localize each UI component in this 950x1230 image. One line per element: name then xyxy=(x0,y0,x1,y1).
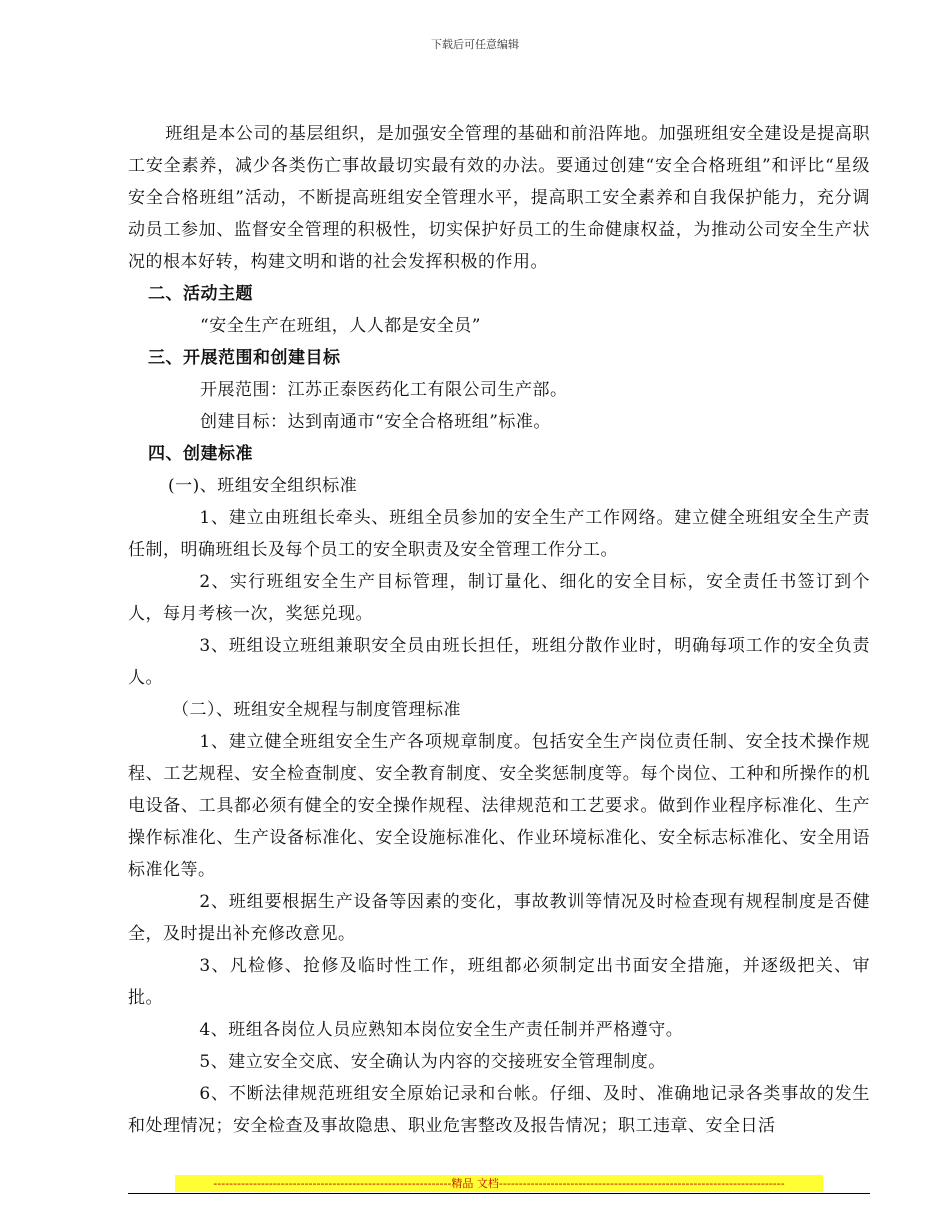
scope-text: 开展范围：江苏正泰医药化工有限公司生产部。 xyxy=(200,380,568,400)
list-item: 2、班组要根据生产设备等因素的变化，事故教训等情况及时检查现有规程制度是否健全，及时提出补充修改意见。 xyxy=(128,892,870,944)
footer-banner: ------------------------------------------------------------精品 文档------------------------------------------------------------------------ xyxy=(175,1175,823,1192)
list-item: 5、建立安全交底、安全确认为内容的交接班安全管理制度。 xyxy=(199,1052,666,1072)
section-heading-theme: 二、活动主题 xyxy=(148,284,253,304)
list-item: 4、班组各岗位人员应熟知本岗位安全生产责任制并严格遵守。 xyxy=(199,1020,684,1040)
list-item: 1、建立由班组长牵头、班组全员参加的安全生产工作网络。建立健全班组安全生产责任制，明确班组长及每个员工的安全职责及安全管理工作分工。 xyxy=(128,508,870,560)
section-heading-scope: 三、开展范围和创建目标 xyxy=(148,348,341,368)
section-heading-standards: 四、创建标准 xyxy=(148,444,253,464)
document-body xyxy=(128,118,870,1142)
list-item: 3、班组设立班组兼职安全员由班长担任，班组分散作业时，明确每项工作的安全负责人。 xyxy=(128,636,870,688)
subsection-title-regulations: （二）、班组安全规程与制度管理标准 xyxy=(172,700,461,720)
intro-paragraph: 班组是本公司的基层组织，是加强安全管理的基础和前沿阵地。加强班组安全建设是提高职工安全素养，减少各类伤亡事故最切实最有效的办法。要通过创建“安全合格班组”和评比“星级安全合格班组”活动，不断提高班组安全管理水平，提高职工安全素养和自我保护能力，充分调动员工参加、监督安全管理的积极性，切实保护好员工的生命健康权益，为推动公司安全生产状况的根本好转，构建文明和谐的社会发挥积极的作用。 xyxy=(128,124,870,272)
list-item: 6、不断法律规范班组安全原始记录和台帐。仔细、及时、准确地记录各类事故的发生和处理情况；安全检查及事故隐患、职业危害整改及报告情况；职工违章、安全日活 xyxy=(128,1084,870,1136)
list-item: 2、实行班组安全生产目标管理，制订量化、细化的安全目标，安全责任书签订到个人，每月考核一次，奖惩兑现。 xyxy=(128,572,870,624)
activity-theme: “安全生产在班组，人人都是安全员” xyxy=(200,316,481,336)
list-item: 3、凡检修、抢修及临时性工作，班组都必须制定出书面安全措施，并逐级把关、审批。 xyxy=(128,956,870,1008)
goal-text: 创建目标：达到南通市“安全合格班组”标准。 xyxy=(200,412,551,432)
footer-divider xyxy=(128,1193,870,1194)
page-header: 下载后可任意编辑 xyxy=(431,38,519,51)
list-item: 1、建立健全班组安全生产各项规章制度。包括安全生产岗位责任制、安全技术操作规程、工艺规程、安全检查制度、安全教育制度、安全奖惩制度等。每个岗位、工种和所操作的机电设备、工具都必须有健全的安全操作规程、法律规范和工艺要求。做到作业程序标准化、生产操作标准化、生产设备标准化、安全设施标准化、作业环境标准化、安全标志标准化、安全用语标准化等。 xyxy=(128,732,870,880)
subsection-title-organization: (一)、班组安全组织标准 xyxy=(168,476,358,496)
